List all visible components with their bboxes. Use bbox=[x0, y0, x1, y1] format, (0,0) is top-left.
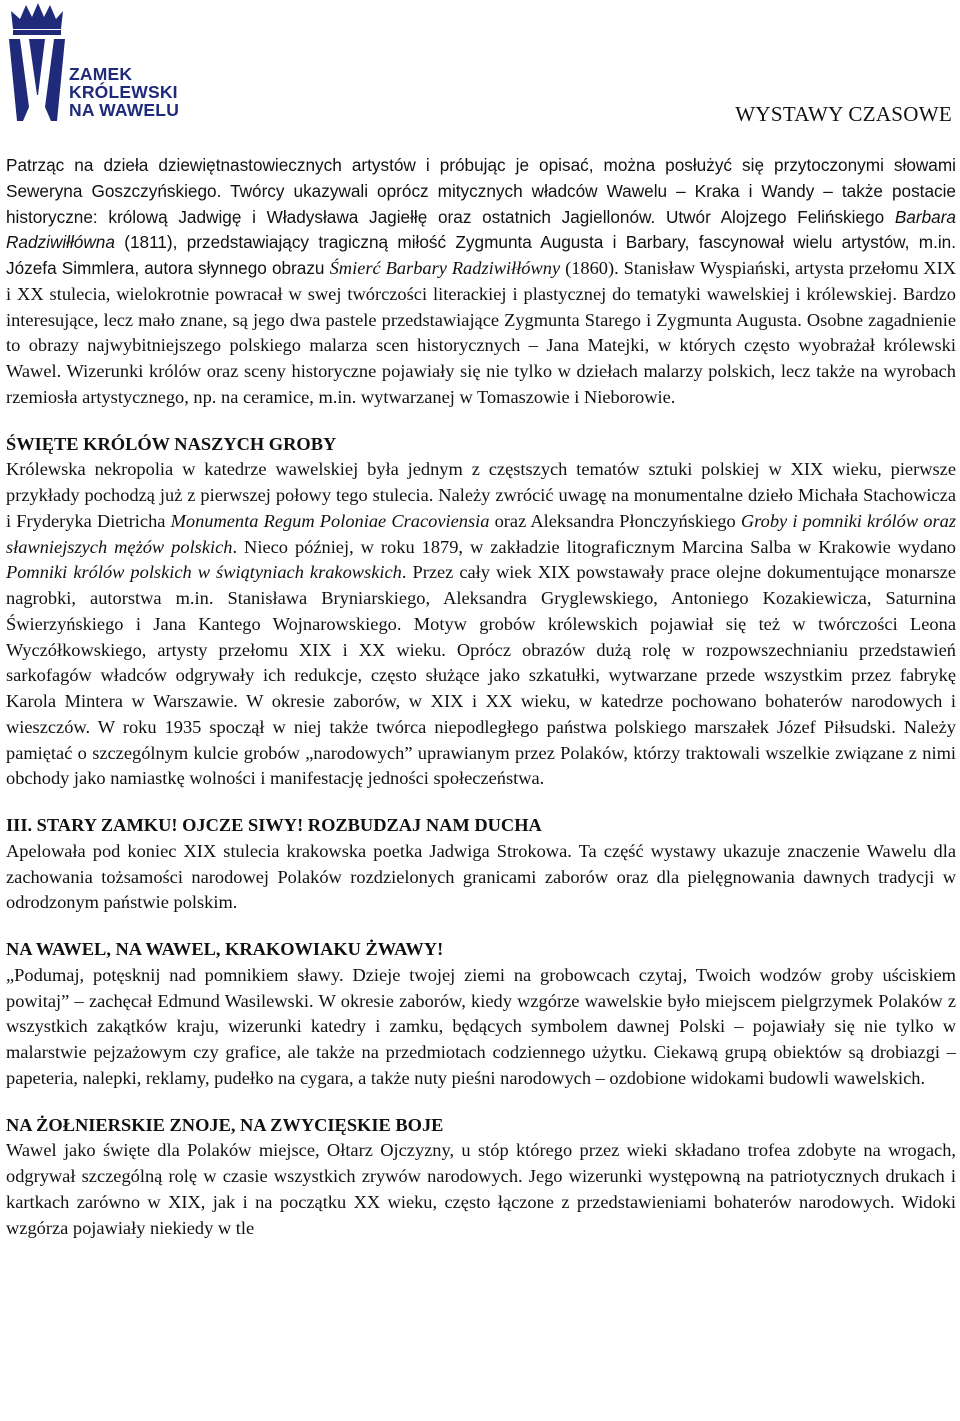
italic-title-run: Śmierć Barbary Radziwiłłówny bbox=[329, 258, 561, 278]
text-run: (1811), przedstawiający tragiczną miłość Zygmunta Augusta i Barbary, fascynował wielu artystów, m.in. Józefa Simmlera, autora słynnego obrazu bbox=[6, 232, 956, 278]
section-soldiers bbox=[6, 1113, 956, 1242]
italic-title-run: Groby i pomniki królów oraz sławniejszych mężów polskich bbox=[6, 510, 956, 557]
section-heading: NA WAWEL, NA WAWEL, KRAKOWIAKU ŻWAWY! bbox=[6, 939, 444, 959]
section-heading: III. STARY ZAMKU! OJCZE SIWY! ROZBUDZAJ NAM DUCHA bbox=[6, 815, 542, 835]
section-paragraph: „Podumaj, potęsknij nad pomnikiem sławy. Dzieje twojej ziemi na grobowcach czytaj, Twoich wodzów groby uściskiem powitaj” – zachęcał Edmund Wasilewski. W okresie zaborów, kiedy wzgórze wawelskie było miejscem pielgrzymek Polaków z wszystkich zakątków kraju, wizerunki katedry i zamku, będących symbolem dawnej Polski – pojawiały się nie tylko w malarstwie pejzażowym czy grafice, ale także na przedmiotach codziennego użytku. Ciekawą grupą obiektów są drobiazgi – papeteria, nalepki, reklamy, pudełko na cygara, a także nuty pieśni narodowych – ozdobione widokami budowli wawelskich. bbox=[6, 964, 956, 1088]
logo bbox=[7, 3, 180, 125]
document-body bbox=[6, 153, 956, 1241]
section-paragraph: Apelowała pod koniec XIX stulecia krakowska poetka Jadwiga Strokowa. Ta część wystawy ukazuje znaczenie Wawelu dla zachowania tożsamości narodowej Polaków rozdzielonych granicami zaborów oraz dla pielęgnowania dawnych tradycji w odrodzonym państwie polskim. bbox=[6, 840, 956, 913]
section-royal-tombs bbox=[6, 432, 956, 793]
italic-title-run: Pomniki królów polskich w świątyniach krakowskich bbox=[6, 562, 402, 583]
logo-line-2: KRÓLEWSKI bbox=[69, 82, 178, 102]
logo-line-1: ZAMEK bbox=[69, 64, 133, 84]
text-run: oraz Aleksandra Płonczyńskiego bbox=[489, 510, 741, 531]
text-run: Stanisław Wyspiański, artysta przełomu XIX i XX stulecia, wielokrotnie powracał w swej twórczości literackiej i plastycznej do tematyki wawelskiej i królewskiej. Bardzo interesujące, lecz mało znane, są jego dwa pastele przedstawiające Zygmunta Starego i Zygmunta Augusta. Osobne zagadnienie to obrazy najwybitniejszego polskiego malarza scen historycznych – Jana Matejki, w których często wyobrażał królewski Wawel. Wizerunki królów oraz sceny historyczne pojawiały się nie tylko w dziełach malarzy polskich, lecz także na wyrobach rzemiosła artystycznego, np. na ceramice, m.in. wytwarzanej w Tomaszowie i Nieborowie. bbox=[6, 258, 956, 407]
logo-text bbox=[69, 65, 179, 119]
italic-title-run: Barbara Radziwiłłówna bbox=[6, 206, 956, 253]
section-old-castle bbox=[6, 813, 956, 916]
italic-title-run: Monumenta Regum Poloniae Cracoviensia bbox=[170, 510, 490, 531]
text-run: Królewska nekropolia w katedrze wawelskiej była jednym z częstszych tematów sztuki polskiej w XIX wieku, pierwsze przykłady pochodzą już z pierwszej połowy tego stulecia. Należy zwrócić uwagę na monumentalne dzieło Michała Stachowicza i Fryderyka Dietricha bbox=[6, 459, 956, 531]
intro-paragraph bbox=[6, 153, 956, 411]
section-heading: NA ŻOŁNIERSKIE ZNOJE, NA ZWYCIĘSKIE BOJE bbox=[6, 1114, 444, 1135]
crown-w-emblem-icon bbox=[7, 3, 67, 125]
section-heading: ŚWIĘTE KRÓLÓW NASZYCH GROBY bbox=[6, 433, 337, 454]
section-na-wawel bbox=[6, 937, 956, 1092]
text-run: . Nieco później, w roku 1879, w zakładzie litograficznym Marcina Salba w Krakowie wydano bbox=[232, 536, 956, 557]
section-title: WYSTAWY CZASOWE bbox=[735, 102, 952, 126]
logo-line-3: NA WAWELU bbox=[69, 100, 180, 120]
text-run: Patrząc na dzieła dziewiętnastowiecznych artystów i próbując je opisać, można posłużyć się przytoczonymi słowami Seweryna Goszczyńskiego. Twórcy ukazywali oprócz mitycznych władców Wawelu – Kraka i Wandy – także postacie historyczne: królową Jadwigę i Władysława Jagiełłę oraz ostatnich Jagiellonów. Utwór Alojzego Felińskiego bbox=[6, 155, 956, 227]
section-paragraph bbox=[6, 457, 956, 792]
text-run: . Przez cały wiek XIX powstawały prace olejne dokumentujące monarsze nagrobki, autorstwa m.in. Stanisława Bryniarskiego, Aleksandra Gryglewskiego, Antoniego Kozakiewicza, Saturnina Świerzyńskiego i Jana Kantego Wojnarowskiego. Motyw grobów królewskich pojawiał się też w twórczości Leona Wyczółkowskiego, artysty przełomu XIX i XX wieku. Oprócz obrazów dużą rolę w rozpowszechnianiu przedstawień sarkofagów władców odgrywały ich redukcje, często służące jako szkatułki, wytwarzane przede wszystkim przez fabrykę Karola Mintera w Warszawie. W okresie zaborów, w XIX i XX wieku, w katedrze pochowano bohaterów narodowych i wieszczów. W roku 1935 spoczął w niej także twórca niepodległego państwa polskiego marszałek Józef Piłsudski. Należy pamiętać o szczególnym kulcie grobów „narodowych” uprawianym przez Polaków, którzy traktowali wszelkie związane z nimi obchody jako namiastkę wolności i manifestację jedności społeczeństwa. bbox=[6, 562, 956, 789]
section-paragraph: Wawel jako święte dla Polaków miejsce, Ołtarz Ojczyzny, u stóp którego przez wieki składano trofea zdobyte na wrogach, odgrywał szczególną rolę w czasie wszystkich zrywów narodowych. Jego wizerunki występowną na patriotycznych drukach i kartkach zarówno w XIX, jak i na początku XX wieku, często łączone z przedstawieniami bohaterów narodowych. Widoki wzgórza pojawiały niekiedy w tle bbox=[6, 1140, 956, 1238]
text-run: (1860). bbox=[560, 258, 624, 278]
